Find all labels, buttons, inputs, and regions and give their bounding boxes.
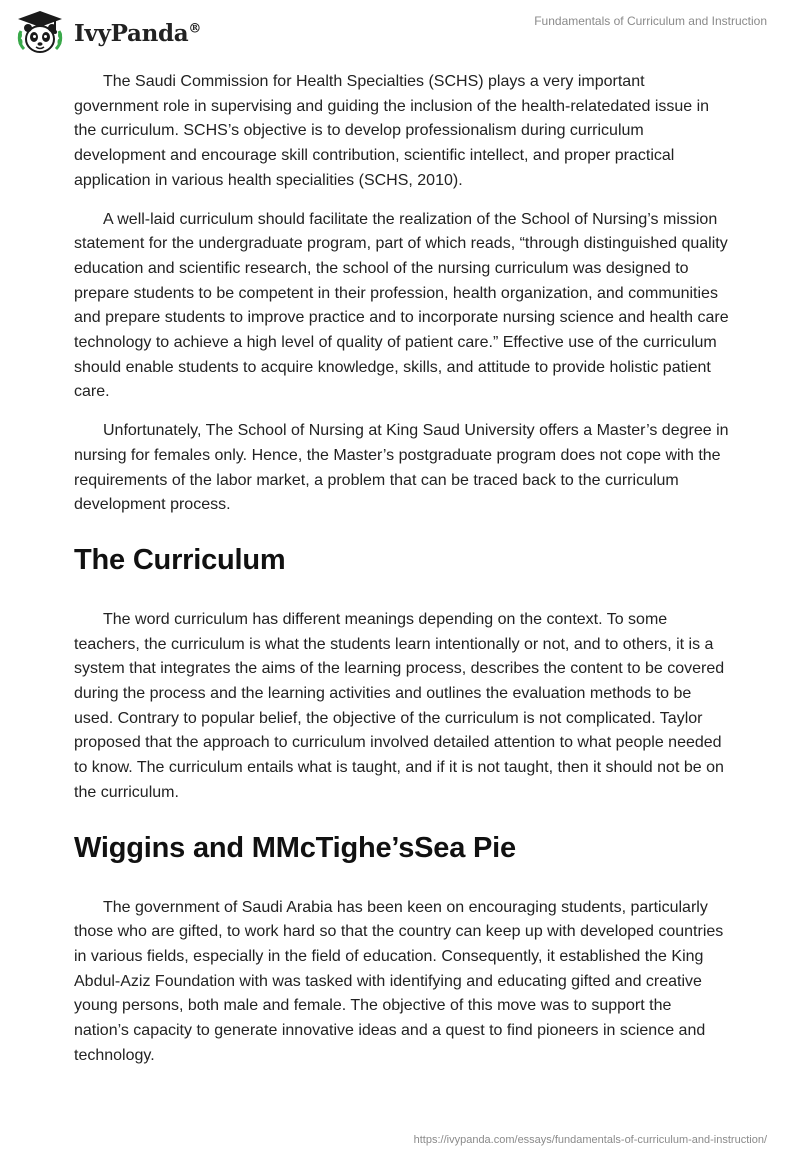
paragraph-3: Unfortunately, The School of Nursing at King Saud University offers a Master’s degree in nursing for females only. Hence, the Master’s postgraduate program does not cope with the requirements of the labor market, a problem that can be traced back to the curriculum development process. — [74, 422, 729, 514]
section-heading-curriculum: The Curriculum — [74, 543, 286, 576]
brand-logo[interactable] — [14, 9, 201, 55]
brand-name: IvyPanda® — [74, 19, 202, 47]
essay-body — [74, 70, 730, 1083]
source-url[interactable]: https://ivypanda.com/essays/fundamentals-of-curriculum-and-instruction/ — [413, 1134, 767, 1146]
paragraph-5: The government of Saudi Arabia has been keen on encouraging students, particularly those who are gifted, to work hard so that the country can keep up with developed countries in various fields, especially in the field of education. Consequently, it established the King Abdul-Aziz Foundation with was tasked with identifying and educating gifted and creative young persons, both male and female. The objective of this move was to support the nation’s capacity to generate innovative ideas and a quest to find pioneers in science and technology. — [74, 898, 724, 1064]
registered-mark: ® — [188, 20, 202, 36]
page-header — [0, 0, 800, 70]
document-title: Fundamentals of Curriculum and Instruction — [534, 14, 767, 28]
paragraph-4: The word curriculum has different meanings depending on the context. To some teachers, the curriculum is what the students learn intentionally or not, and to others, it is a system that integrates the aims of the learning process, describes the content to be covered during the process and the learning activities and outlines the evaluation methods to be used. Contrary to popular belief, the objective of the curriculum is not complicated. Taylor proposed that the approach to curriculum involved detailed attention to what people needed to know. The curriculum entails what is taught, and if it is not taught, then it should not be on the curriculum. — [74, 610, 725, 801]
panda-graduate-logo-icon — [14, 9, 66, 55]
section-heading-wiggins: Wiggins and MMcTighe’sSea Pie — [74, 831, 516, 864]
paragraph-1: The Saudi Commission for Health Specialties (SCHS) plays a very important government role in supervising and guiding the inclusion of the health-relatedated issue in the curriculum. SCHS’s objective is to develop professionalism during curriculum development and encourage skill contribution, scientific intellect, and proper practical application in various health specialities (SCHS, 2010). — [74, 73, 710, 189]
paragraph-2: A well-laid curriculum should facilitate the realization of the School of Nursing’s mission statement for the undergraduate program, part of which reads, “through distinguished quality education and scientific research, the school of the nursing curriculum was designed to prepare students to be competent in their profession, health organization, and communities and prepare students to improve practice and to incorporate nursing science and health care technology to achieve a high level of quality of patient care.” Effective use of the curriculum should enable students to acquire knowledge, skills, and attitude to provide holistic patient care. — [74, 210, 729, 401]
